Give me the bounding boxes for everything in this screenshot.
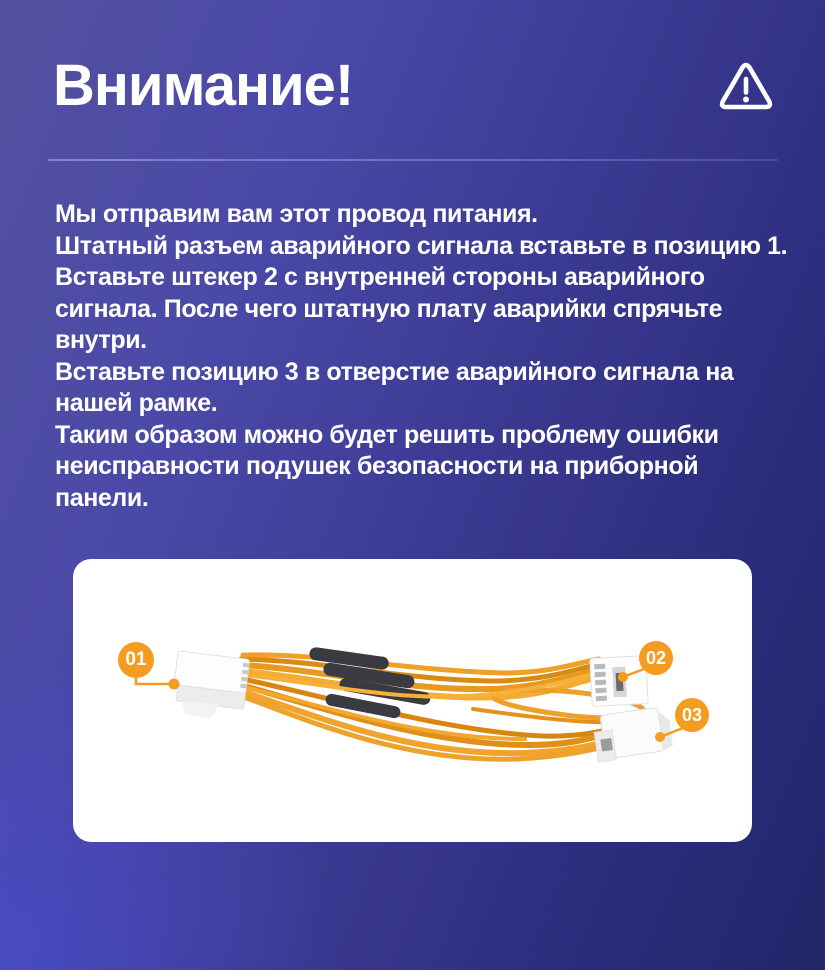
warning-triangle-icon: [718, 60, 774, 114]
divider: [48, 159, 778, 161]
instruction-line: панели.: [55, 483, 149, 512]
instruction-line: Таким образом можно будет решить проблему ошибки: [55, 420, 719, 449]
instruction-line: внутри.: [55, 326, 147, 354]
wire-harness-photo: [73, 559, 752, 842]
instruction-line: сигнала. После чего штатную плату аварийки спрячьте: [55, 294, 723, 323]
instructions-text: [55, 199, 795, 514]
instruction-line: Вставьте позицию 3 в отверстие аварийного сигнала на: [55, 357, 734, 386]
page-title: Внимание!: [53, 53, 354, 118]
instruction-line: Мы отправим вам этот провод питания.: [55, 200, 538, 228]
instruction-line: Вставьте штекер 2 с внутренней стороны аварийного: [55, 263, 705, 291]
instruction-line: Штатный разъем аварийного сигнала вставьте в позицию 1.: [55, 231, 788, 260]
connector-1: [170, 651, 249, 723]
instruction-line: неисправности подушек безопасности на приборной: [55, 452, 699, 480]
badge-03: 03: [675, 698, 709, 732]
badge-01: 01: [118, 642, 154, 678]
product-card: [73, 559, 752, 842]
badge-02: 02: [639, 641, 673, 675]
instruction-line: нашей рамке.: [55, 389, 218, 417]
